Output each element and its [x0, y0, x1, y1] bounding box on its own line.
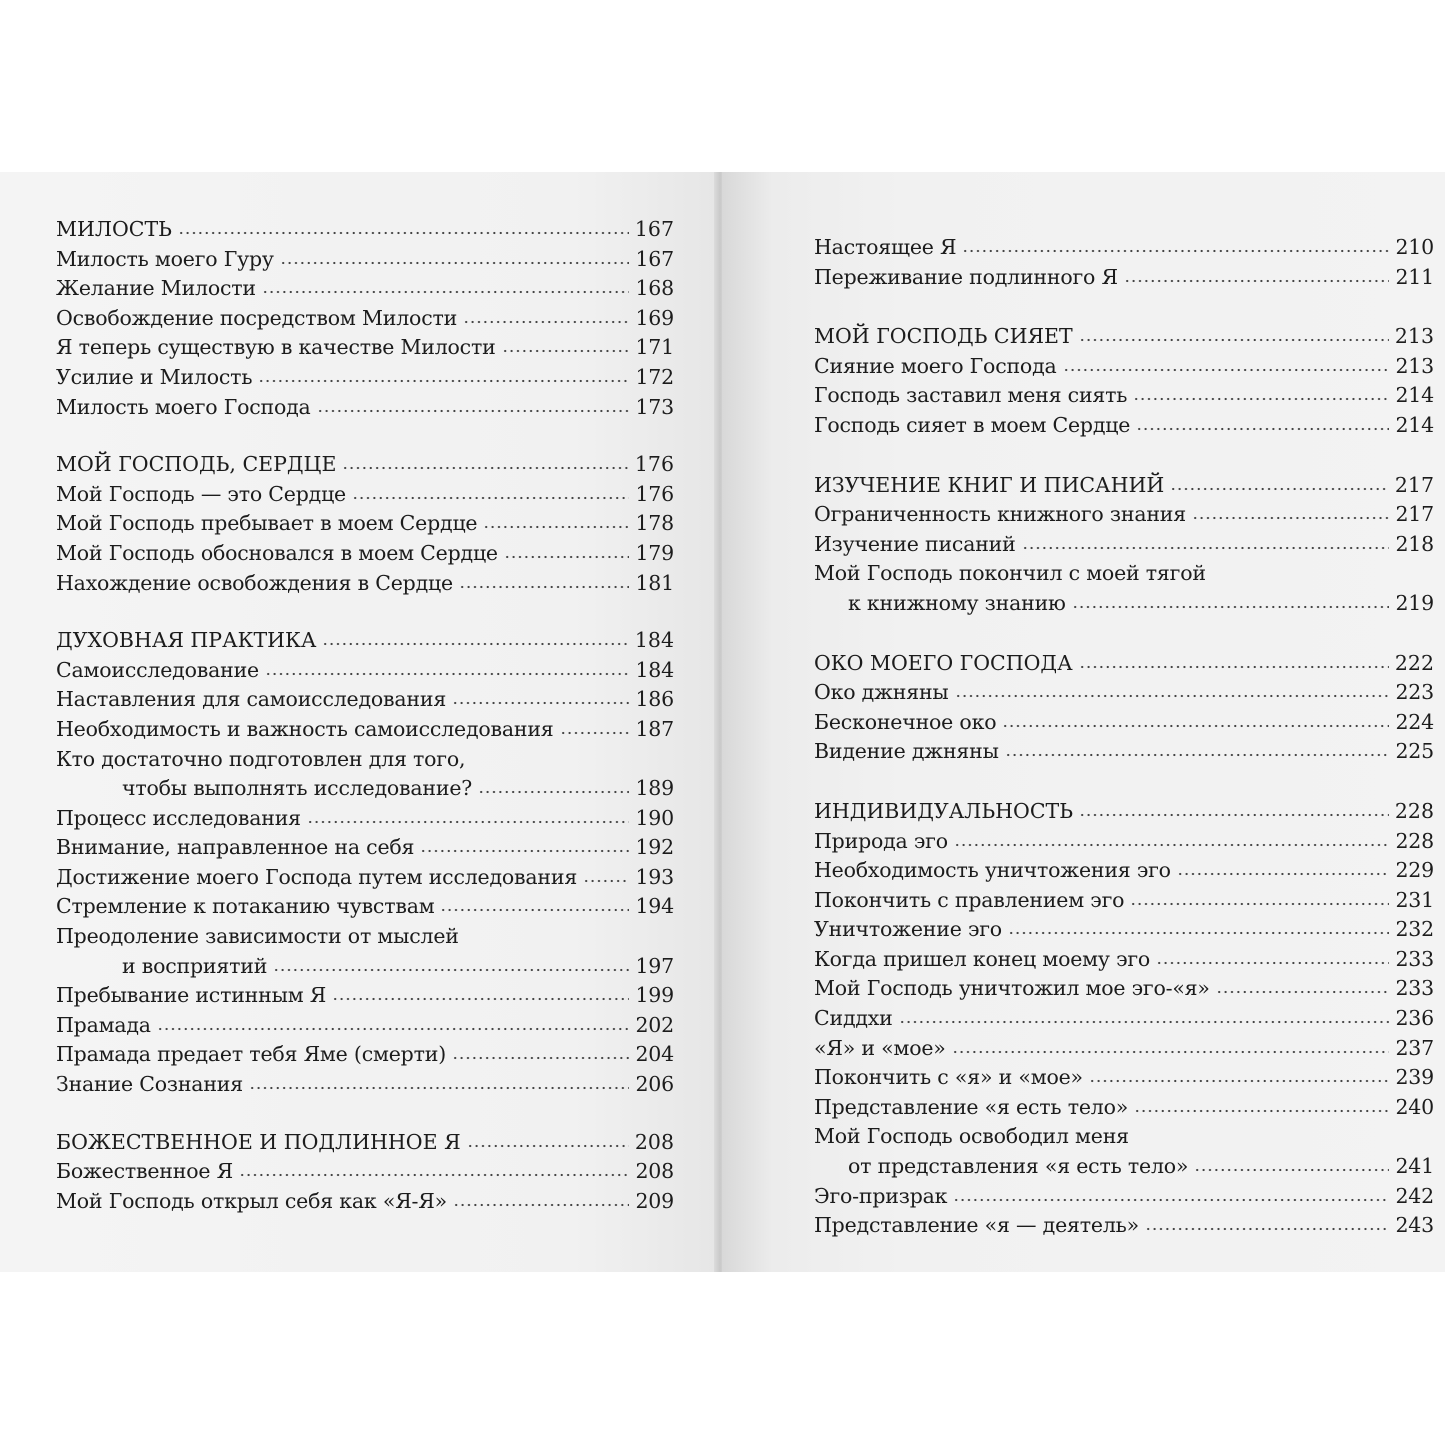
toc-entry — [814, 945, 1434, 975]
page-number: 222 — [1394, 650, 1434, 675]
toc-entry-multiline — [56, 745, 674, 804]
page-number: 211 — [1395, 264, 1434, 289]
page-number: 223 — [1395, 680, 1434, 705]
entry-title: Эго-призрак — [814, 1183, 948, 1208]
entry-title: Сиддхи — [814, 1006, 893, 1031]
toc-entry — [56, 715, 674, 745]
leader-dots — [954, 843, 1390, 847]
page-number: 219 — [1395, 590, 1434, 615]
page-number: 176 — [635, 481, 674, 506]
page-number: 179 — [635, 540, 674, 565]
page-number: 225 — [1395, 739, 1434, 764]
leader-dots — [258, 379, 629, 383]
page-number: 233 — [1395, 946, 1434, 971]
page-number: 240 — [1395, 1094, 1434, 1119]
page-number: 218 — [1395, 531, 1434, 556]
toc-entry — [56, 804, 674, 834]
page-number: 202 — [635, 1012, 674, 1037]
page-number: 187 — [635, 716, 674, 741]
toc-entry-multiline — [814, 559, 1434, 618]
toc-entry-multiline — [56, 922, 674, 981]
section-heading — [56, 215, 674, 245]
toc-entry — [814, 856, 1434, 886]
toc-entry — [814, 1211, 1434, 1241]
page-number: 171 — [635, 335, 674, 360]
page-number: 197 — [635, 953, 674, 978]
leader-dots — [1134, 1109, 1389, 1113]
page-number: 228 — [1395, 828, 1434, 853]
section-heading — [814, 649, 1434, 679]
leader-dots — [453, 1203, 629, 1207]
toc-entry — [56, 333, 674, 363]
entry-title: Настоящее Я — [814, 235, 957, 259]
page-number: 232 — [1395, 917, 1434, 942]
page-number: 214 — [1395, 383, 1434, 408]
toc-left — [56, 215, 718, 1216]
entry-title: Милость моего Господа — [56, 394, 311, 419]
toc-entry — [814, 233, 1434, 263]
toc-entry — [814, 411, 1434, 441]
entry-title: Природа эго — [814, 828, 948, 853]
entry-title: Достижение моего Господа путем исследования — [56, 864, 578, 889]
page-number: 206 — [635, 1072, 674, 1097]
toc-entry — [814, 678, 1434, 708]
page-number: 173 — [635, 394, 674, 419]
leader-dots — [459, 585, 630, 589]
entry-title: Око джняны — [814, 680, 949, 705]
entry-title: Внимание, направленное на себя — [56, 835, 415, 860]
leader-dots — [1145, 1227, 1390, 1231]
entry-title: Господь сияет в моем Сердце — [814, 412, 1131, 437]
entry-title: Ограниченность книжного знания — [814, 502, 1186, 527]
leader-dots — [1089, 1079, 1390, 1083]
page-number: 193 — [635, 864, 674, 889]
leader-dots — [322, 642, 628, 646]
page-number: 208 — [634, 1129, 674, 1154]
page-number: 167 — [634, 217, 674, 241]
leader-dots — [1130, 902, 1389, 906]
page-number: 231 — [1395, 887, 1434, 912]
toc-entry-continuation — [814, 589, 1434, 619]
page-number: 194 — [635, 894, 674, 919]
leader-dots — [265, 672, 630, 676]
entry-title: Мой Господь пребывает в моем Сердце — [56, 511, 478, 536]
toc-entry — [814, 737, 1434, 767]
toc-entry-multiline — [814, 1122, 1434, 1181]
page-number: 172 — [635, 364, 674, 389]
leader-dots — [1002, 724, 1389, 728]
toc-entry — [56, 509, 674, 539]
section-title: ИЗУЧЕНИЕ КНИГ И ПИСАНИЙ — [814, 472, 1165, 497]
page-number: 199 — [635, 983, 674, 1008]
entry-title: Божественное Я — [56, 1159, 233, 1184]
section-heading — [814, 322, 1434, 352]
toc-entry — [56, 569, 674, 599]
page-number: 208 — [635, 1159, 674, 1184]
toc-entry — [814, 530, 1434, 560]
entry-title: Сияние моего Господа — [814, 353, 1057, 378]
entry-title: «Я» и «мое» — [814, 1035, 946, 1060]
section-title: ИНДИВИДУАЛЬНОСТЬ — [814, 798, 1074, 823]
toc-entry-continuation — [56, 952, 674, 982]
page-number: 237 — [1395, 1035, 1434, 1060]
page-number: 233 — [1395, 976, 1434, 1001]
entry-title: Прамада — [56, 1012, 151, 1037]
toc-entry — [56, 1187, 674, 1217]
leader-dots — [463, 320, 629, 324]
toc-entry — [56, 1070, 674, 1100]
toc-entry — [56, 1157, 674, 1187]
page-number: 190 — [635, 805, 674, 830]
toc-section — [56, 1128, 674, 1217]
toc-section — [56, 215, 674, 422]
page-number: 167 — [635, 246, 674, 271]
toc-entry — [814, 263, 1434, 293]
page-number: 213 — [1395, 353, 1434, 378]
toc-entry — [814, 1063, 1434, 1093]
entry-title: Знание Сознания — [56, 1072, 243, 1097]
toc-entry — [56, 863, 674, 893]
toc-right — [814, 233, 1445, 1241]
page-number: 210 — [1395, 235, 1434, 259]
toc-entry — [814, 381, 1434, 411]
entry-title: Покончить с «я» и «мое» — [814, 1065, 1083, 1090]
leader-dots — [483, 525, 629, 529]
toc-entry — [56, 892, 674, 922]
toc-section — [814, 471, 1434, 619]
toc-entry — [814, 1093, 1434, 1123]
entry-title: Прамада предает тебя Яме (смерти) — [56, 1042, 446, 1067]
section-title: МОЙ ГОСПОДЬ СИЯЕТ — [814, 324, 1073, 349]
section-heading — [814, 471, 1434, 501]
leader-dots — [1079, 813, 1389, 817]
leader-dots — [178, 231, 629, 235]
toc-entry — [56, 1040, 674, 1070]
entry-title: Милость моего Гуру — [56, 246, 274, 271]
toc-entry — [56, 393, 674, 423]
toc-entry — [814, 974, 1434, 1004]
entry-title: Представление «я есть тело» — [814, 1094, 1129, 1119]
toc-entry — [56, 304, 674, 334]
leader-dots — [899, 1020, 1390, 1024]
leader-dots — [1156, 961, 1389, 965]
entry-title: Мой Господь открыл себя как «Я-Я» — [56, 1188, 447, 1213]
leader-dots — [307, 820, 630, 824]
page-number: 184 — [634, 628, 674, 653]
entry-title: Переживание подлинного Я — [814, 264, 1118, 289]
leader-dots — [317, 409, 630, 413]
entry-title: Необходимость и важность самоисследования — [56, 716, 554, 741]
leader-dots — [420, 849, 629, 853]
leader-dots — [249, 1086, 629, 1090]
section-title: БОЖЕСТВЕННОЕ И ПОДЛИННОЕ Я — [56, 1129, 461, 1154]
page-number: 209 — [635, 1188, 674, 1213]
toc-section — [814, 322, 1434, 440]
entry-title: Покончить с правлением эго — [814, 887, 1125, 912]
leader-dots — [504, 555, 630, 559]
entry-title: Самоисследование — [56, 657, 259, 682]
leader-dots — [560, 731, 630, 735]
toc-section — [814, 797, 1434, 1241]
leader-dots — [1079, 338, 1389, 342]
leader-dots — [962, 249, 1389, 253]
page-number: 186 — [635, 687, 674, 712]
toc-entry — [56, 480, 674, 510]
leader-dots — [352, 496, 629, 500]
toc-entry — [56, 363, 674, 393]
toc-entry — [56, 656, 674, 686]
section-heading — [56, 626, 674, 656]
entry-title: Уничтожение эго — [814, 917, 1002, 942]
leader-dots — [239, 1173, 630, 1177]
page-number: 189 — [635, 776, 674, 801]
toc-entry — [56, 981, 674, 1011]
toc-entry — [814, 1034, 1434, 1064]
entry-title: Желание Милости — [56, 276, 256, 301]
page-number: 176 — [634, 452, 674, 477]
page-number: 217 — [1395, 502, 1434, 527]
page-number: 224 — [1395, 709, 1434, 734]
leader-dots — [1194, 1168, 1389, 1172]
leader-dots — [1079, 665, 1389, 669]
left-page — [0, 172, 718, 1272]
section-title: МИЛОСТЬ — [56, 217, 172, 241]
toc-section — [56, 626, 674, 1100]
leader-dots — [273, 968, 629, 972]
page-number: 214 — [1395, 412, 1434, 437]
page-number: 229 — [1395, 858, 1434, 883]
entry-title: Стремление к потаканию чувствам — [56, 894, 435, 919]
entry-title: Я теперь существую в качестве Милости — [56, 335, 496, 360]
leader-dots — [1177, 872, 1390, 876]
leader-dots — [262, 290, 630, 294]
entry-title: Пребывание истинным Я — [56, 983, 327, 1008]
page-number: 168 — [635, 276, 674, 301]
leader-dots — [467, 1144, 629, 1148]
toc-entry — [56, 833, 674, 863]
section-title: МОЙ ГОСПОДЬ, СЕРДЦЕ — [56, 452, 337, 477]
page-number: 178 — [635, 511, 674, 536]
leader-dots — [1170, 487, 1389, 491]
leader-dots — [1216, 990, 1390, 994]
leader-dots — [452, 701, 629, 705]
toc-entry — [814, 352, 1434, 382]
page-number: 184 — [635, 657, 674, 682]
page-number: 213 — [1394, 324, 1434, 349]
toc-entry — [814, 1004, 1434, 1034]
entry-title: Мой Господь обосновался в моем Сердце — [56, 540, 498, 565]
page-number: 241 — [1395, 1154, 1434, 1179]
section-heading — [814, 797, 1434, 827]
toc-entry — [814, 886, 1434, 916]
page-number: 239 — [1395, 1065, 1434, 1090]
page-number: 217 — [1394, 472, 1434, 497]
leader-dots — [1022, 546, 1390, 550]
entry-title: Мой Господь уничтожил мое эго-«я» — [814, 976, 1210, 1001]
entry-title: Преодоление зависимости от мыслей — [56, 924, 459, 949]
entry-title: Мой Господь — это Сердце — [56, 481, 346, 506]
leader-dots — [1072, 605, 1390, 609]
leader-dots — [1063, 368, 1390, 372]
entry-title: Мой Господь освободил меня — [814, 1124, 1129, 1149]
section-title: ДУХОВНАЯ ПРАКТИКА — [56, 628, 317, 653]
page-number: 204 — [635, 1042, 674, 1067]
page-number: 181 — [635, 570, 674, 595]
toc-entry — [56, 539, 674, 569]
section-heading — [56, 1128, 674, 1158]
leader-dots — [280, 261, 630, 265]
leader-dots — [953, 1198, 1389, 1202]
entry-title-continuation: к книжному знанию — [848, 590, 1066, 615]
entry-title: Процесс исследования — [56, 805, 301, 830]
toc-section — [814, 233, 1434, 292]
leader-dots — [342, 466, 628, 470]
leader-dots — [502, 349, 630, 353]
leader-dots — [1008, 931, 1390, 935]
toc-entry — [56, 685, 674, 715]
page-number: 236 — [1395, 1006, 1434, 1031]
page-number: 242 — [1395, 1183, 1434, 1208]
entry-title: Когда пришел конец моему эго — [814, 946, 1151, 971]
toc-entry — [814, 915, 1434, 945]
entry-title: Бесконечное око — [814, 709, 997, 734]
toc-entry — [56, 1011, 674, 1041]
leader-dots — [478, 790, 629, 794]
page-number: 192 — [635, 835, 674, 860]
toc-entry — [814, 500, 1434, 530]
leader-dots — [1192, 516, 1389, 520]
toc-entry — [814, 1182, 1434, 1212]
entry-title: Нахождение освобождения в Сердце — [56, 570, 453, 595]
leader-dots — [1133, 397, 1389, 401]
entry-title: Кто достаточно подготовлен для того, — [56, 746, 466, 771]
entry-title: Усилие и Милость — [56, 364, 253, 389]
entry-title: Представление «я — деятель» — [814, 1213, 1139, 1238]
leader-dots — [157, 1027, 630, 1031]
page-number: 169 — [635, 305, 674, 330]
leader-dots — [440, 908, 629, 912]
toc-section — [56, 450, 674, 598]
entry-title-continuation: чтобы выполнять исследование? — [122, 776, 473, 801]
entry-title: Мой Господь покончил с моей тягой — [814, 561, 1206, 586]
entry-title: Видение джняны — [814, 739, 999, 764]
leader-dots — [952, 1050, 1390, 1054]
entry-title: Необходимость уничтожения эго — [814, 858, 1171, 883]
leader-dots — [1005, 753, 1390, 757]
entry-title: Господь заставил меня сиять — [814, 383, 1128, 408]
leader-dots — [452, 1056, 629, 1060]
page-number: 243 — [1395, 1213, 1434, 1238]
leader-dots — [332, 997, 629, 1001]
section-heading — [56, 450, 674, 480]
toc-entry — [56, 274, 674, 304]
toc-entry-continuation — [814, 1152, 1434, 1182]
leader-dots — [955, 694, 1390, 698]
entry-title-continuation: от представления «я есть тело» — [848, 1154, 1189, 1179]
leader-dots — [1136, 427, 1389, 431]
entry-title: Наставления для самоисследования — [56, 687, 447, 712]
right-page — [722, 172, 1445, 1272]
toc-entry — [814, 708, 1434, 738]
entry-title: Освобождение посредством Милости — [56, 305, 458, 330]
toc-entry-continuation — [56, 774, 674, 804]
page-number: 228 — [1394, 798, 1434, 823]
entry-title: Изучение писаний — [814, 531, 1016, 556]
section-title: ОКО МОЕГО ГОСПОДА — [814, 650, 1073, 675]
toc-section — [814, 649, 1434, 767]
entry-title-continuation: и восприятий — [122, 953, 268, 978]
leader-dots — [583, 879, 629, 883]
toc-entry — [56, 245, 674, 275]
leader-dots — [1124, 279, 1390, 283]
toc-entry — [814, 827, 1434, 857]
